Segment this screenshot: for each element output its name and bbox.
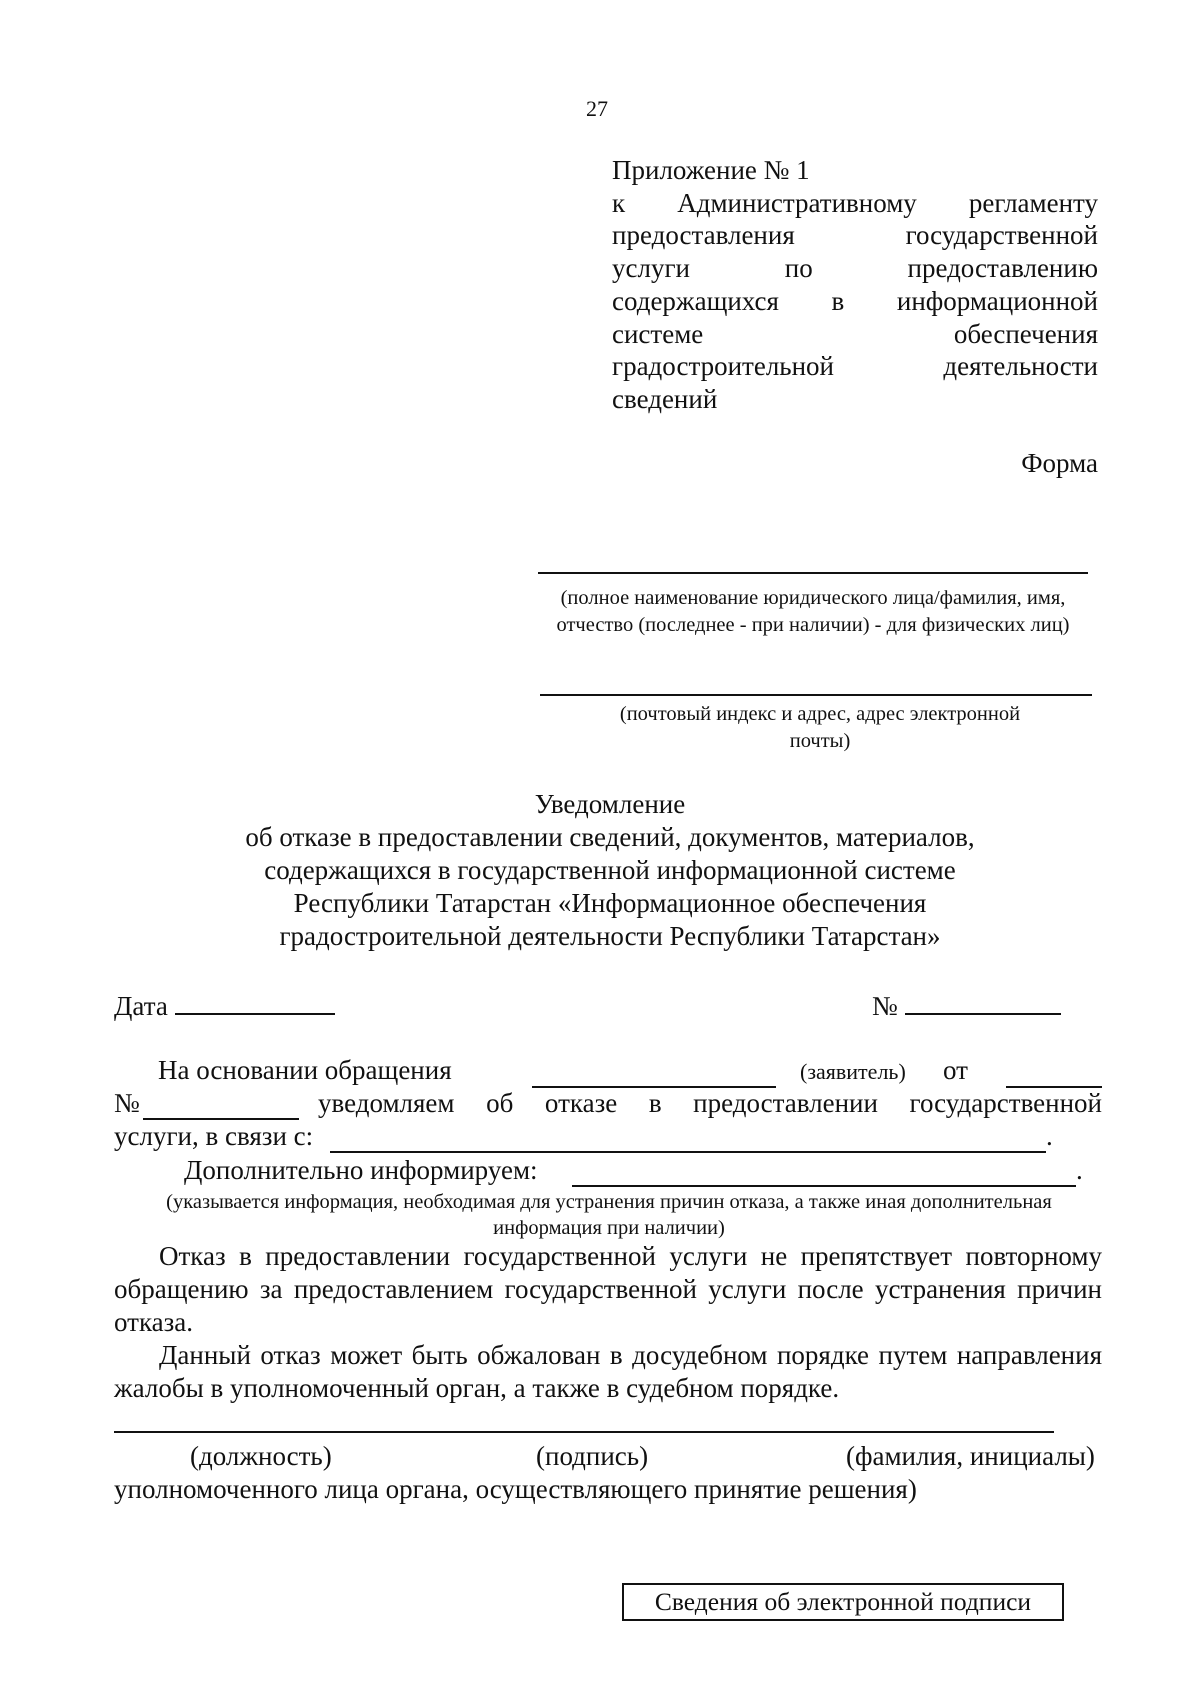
- notice-title-block: [140, 788, 1080, 953]
- date-blank: [175, 991, 335, 1015]
- recipient-address-caption: (почтовый индекс и адрес, адрес электронной почты): [619, 703, 1021, 752]
- appendix-line: системе обеспечения: [612, 318, 1098, 349]
- appendix-line: к Административному регламенту: [612, 187, 1098, 218]
- notice-subtitle-line: градостроительной деятельности Республики Татарстан»: [279, 921, 941, 951]
- notice-subtitle-line: об отказе в предоставлении сведений, документов, материалов,: [245, 822, 975, 852]
- number-label: №: [872, 991, 898, 1021]
- date-label: Дата: [114, 991, 168, 1021]
- notice-subtitle-line: Республики Татарстан «Информационное обеспечения: [293, 888, 927, 918]
- page-number: 27: [586, 96, 608, 121]
- notice-title: Уведомление: [534, 789, 686, 819]
- refusal-paragraph-1: Отказ в предоставлении государственной услуги не препятствует повторному обращению за предоставлением государственной услуги после устранения причин отказа.: [114, 1241, 1102, 1337]
- body-line-1-start: На основании обращения: [158, 1055, 452, 1085]
- body-line-3-text: услуги, в связи с:: [114, 1121, 314, 1151]
- appendix-line: градостроительной деятельности: [612, 351, 1098, 382]
- appendix-line: содержащихся в информационной: [612, 285, 1098, 316]
- appendix-line: услуги по предоставлению: [612, 253, 1098, 284]
- applicant-label: (заявитель): [800, 1059, 906, 1084]
- appendix-line: сведений: [612, 383, 718, 414]
- signature-caption: (подпись): [536, 1441, 649, 1471]
- appendix-header: [612, 154, 1098, 416]
- number-field: [872, 990, 1061, 1023]
- additional-end: .: [1076, 1155, 1083, 1185]
- notice-subtitle-line: содержащихся в государственной информационной системе: [264, 855, 956, 885]
- body-line-2-text: уведомляем об отказе в предоставлении государственной: [318, 1088, 1102, 1118]
- body-line-2-number: №: [114, 1088, 140, 1118]
- recipient-address-line: [540, 694, 1092, 696]
- from-label: от: [943, 1055, 968, 1085]
- date-field: [114, 990, 335, 1023]
- recipient-name-caption: (полное наименование юридического лица/фамилия, имя, отчество (последнее - при наличии) - для физических лиц): [556, 587, 1070, 636]
- reason-blank: [330, 1129, 1046, 1153]
- position-caption: (должность): [190, 1441, 332, 1471]
- recipient-name-line: [538, 572, 1088, 574]
- number-blank: [905, 991, 1061, 1015]
- appendix-title: Приложение № 1: [612, 155, 810, 185]
- form-label: Форма: [1021, 448, 1098, 478]
- appeal-number-blank: [143, 1096, 299, 1120]
- name-caption: (фамилия, инициалы): [846, 1441, 1095, 1471]
- appeal-blank: [532, 1064, 776, 1088]
- appendix-line: предоставления государственной: [612, 220, 1098, 251]
- additional-blank: [572, 1163, 1076, 1187]
- authority-caption: уполномоченного лица органа, осуществляющего принятие решения): [114, 1474, 917, 1504]
- signature-line: [114, 1431, 1054, 1433]
- from-blank: [1006, 1064, 1102, 1088]
- reason-end: .: [1046, 1121, 1053, 1151]
- e-signature-box: Сведения об электронной подписи: [622, 1583, 1064, 1621]
- additional-note: (указывается информация, необходимая для устранения причин отказа, а также иная дополнительная информация при наличии): [166, 1191, 1052, 1239]
- refusal-paragraph-2: Данный отказ может быть обжалован в досудебном порядке путем направления жалобы в уполномоченный орган, а также в судебном порядке.: [114, 1340, 1102, 1403]
- additional-label: Дополнительно информируем:: [184, 1155, 538, 1185]
